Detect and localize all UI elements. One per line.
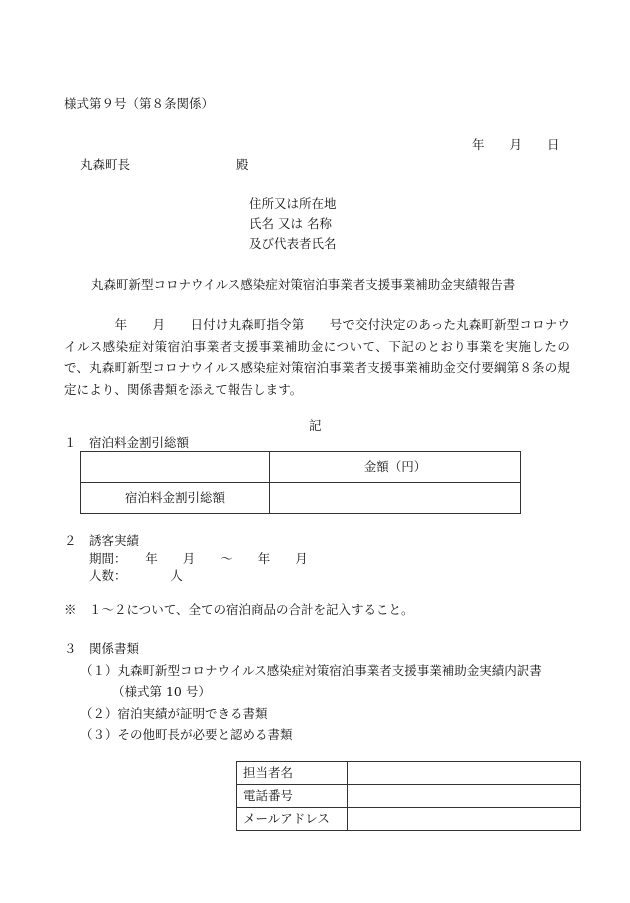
section2-heading: ２ 誘客実績	[64, 533, 140, 548]
applicant-address-label: 住所又は所在地	[249, 196, 337, 211]
document-title: 丸森町新型コロナウイルス感染症対策宿泊事業者支援事業補助金実績報告書	[91, 277, 516, 292]
applicant-representative-label: 及び代表者氏名	[249, 236, 337, 251]
note-line: ※ １～２について、全ての宿泊商品の合計を記入すること。	[64, 602, 414, 617]
related-doc-item-2: （２）宿泊実績が証明できる書類	[80, 706, 268, 721]
contact-person-value[interactable]	[348, 762, 581, 785]
table-row-amount-value[interactable]	[270, 483, 521, 514]
related-doc-item-1-cont: （様式第 10 号）	[112, 684, 211, 699]
table-header-blank	[81, 452, 270, 483]
addressee: 丸森町長	[80, 157, 131, 172]
date-line: 年 月 日	[472, 137, 560, 152]
applicant-name-label: 氏名 又は 名称	[249, 216, 332, 231]
related-doc-item-1: （１）丸森町新型コロナウイルス感染症対策宿泊事業者支援事業補助金実績内訳書	[80, 663, 542, 678]
contact-email-label: メールアドレス	[237, 808, 348, 831]
people-line: 人数： 人	[89, 568, 183, 583]
section3-heading: ３ 関係書類	[64, 641, 140, 656]
contact-phone-label: 電話番号	[237, 785, 348, 808]
form-number-label: 様式第９号（第８条関係）	[64, 96, 215, 111]
contact-email-value[interactable]	[348, 808, 581, 831]
contact-table	[236, 761, 581, 831]
contact-phone-value[interactable]	[348, 785, 581, 808]
related-doc-item-3: （３）その他町長が必要と認める書類	[80, 727, 293, 742]
honorific: 殿	[236, 157, 249, 172]
table-row-label: 宿泊料金割引総額	[81, 483, 270, 514]
ki-heading: 記	[309, 418, 322, 433]
discount-total-table	[80, 451, 521, 514]
period-line: 期間： 年 月 ～ 年 月	[89, 551, 308, 566]
body-paragraph: 年 月 日付け丸森町指令第 号で交付決定のあった丸森町新型コロナウイルス感染症対策宿泊事業者支援事業補助金について、下記のとおり事業を実施したので、丸森町新型コロナウイルス感染症対策宿泊事業者支援事業補助金交付要綱第８条の規定により、関係書類を添えて報告します。	[64, 317, 570, 397]
contact-person-label: 担当者名	[237, 762, 348, 785]
section1-heading: １ 宿泊料金割引総額	[64, 435, 190, 450]
table-header-amount: 金額（円）	[270, 452, 521, 483]
